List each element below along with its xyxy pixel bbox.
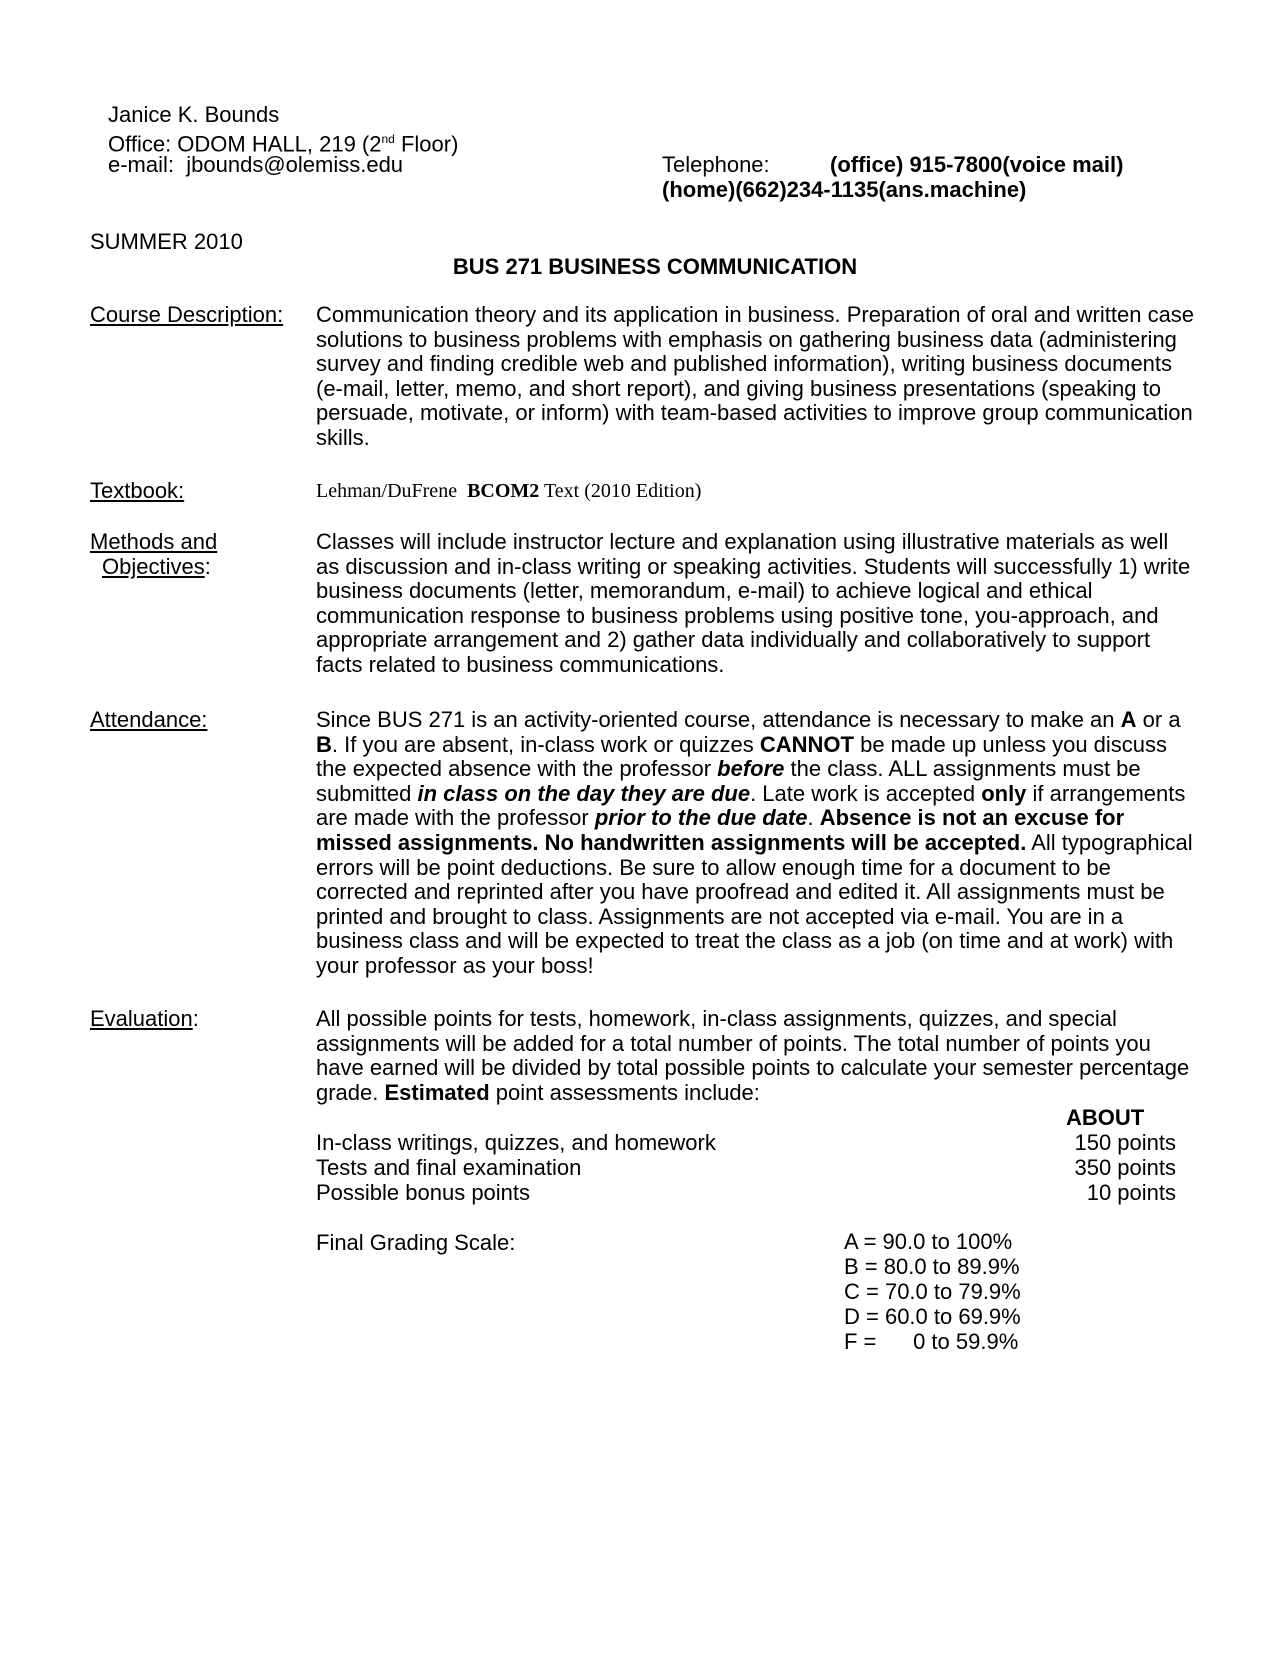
course-description-label: Course Description:	[90, 302, 284, 327]
instructor-name: Janice K. Bounds	[108, 102, 280, 127]
points-row: Tests and final examination 350 points	[316, 1155, 1176, 1180]
textbook-title: BCOM2	[467, 480, 540, 502]
email-address: jbounds@olemiss.edu	[186, 152, 404, 177]
attendance-text: Since BUS 271 is an activity-oriented course, attendance is necessary to make an A or a B. If you are absent, in-class work or quizzes CANNOT be made up unless you discuss the expected absence with the professor before the class. ALL assignments must be submitted in class on the day they are due. Late work is accepted only if arrangements are made with the professor prior to the due date. Absence is not an excuse for missed assignments. No handwritten assignments will be accepted. All typographical errors will be point deductions. Be sure to allow enough time for a document to be corrected and reprinted after you have proofread and edited it. All assignments must be printed and brought to class. Assignments are not accepted via e-mail. You are in a business class and will be expected to treat the class as a job (on time and at work) with your professor as your boss!	[316, 707, 1193, 978]
textbook-text: Lehman/DuFrene BCOM2 Text (2010 Edition)	[316, 480, 702, 502]
methods-label-line1: Methods and	[90, 529, 218, 554]
points-value: 350 points	[1074, 1155, 1176, 1180]
attendance-label: Attendance:	[90, 707, 208, 732]
evaluation-label: Evaluation:	[90, 1006, 199, 1031]
grade-b: B = 80.0 to 89.9%	[844, 1254, 1020, 1279]
about-header: ABOUT	[1066, 1105, 1145, 1130]
methods-text: Classes will include instructor lecture and explanation using illustrative materials as well as discussion and in-class writing or speaking activities. Students will successfully 1) write business documents (letter, memorandum, e-mail) to achieve logical and ethical communication response to business problems using positive tone, you-approach, and appropriate arrangement and 2) gather data individually and collaboratively to support facts related to business communications.	[316, 529, 1191, 677]
course-title: BUS 271 BUSINESS COMMUNICATION	[452, 254, 858, 279]
evaluation-text: All possible points for tests, homework, in-class assignments, quizzes, and special assignments will be added for a total number of points. The total number of points you have earned will be divided by total possible points to calculate your semester percentage grade. Estimated point assessments include:	[316, 1006, 1190, 1105]
office-line: Office: ODOM HALL, 219 (2nd Floor)	[108, 131, 459, 157]
points-row: Possible bonus points 10 points	[316, 1180, 1176, 1205]
grade-c: C = 70.0 to 79.9%	[844, 1279, 1021, 1304]
grade-a: A = 90.0 to 100%	[844, 1229, 1013, 1254]
points-row: In-class writings, quizzes, and homework 150 points	[316, 1130, 1176, 1155]
grade-f: F = 0 to 59.9%	[844, 1329, 1019, 1354]
grading-scale-label: Final Grading Scale:	[316, 1230, 516, 1255]
telephone-office: (office) 915-7800(voice mail)	[830, 152, 1124, 177]
email-line: e-mail: jbounds@olemiss.edu	[108, 152, 404, 177]
textbook-label: Textbook:	[90, 478, 185, 503]
term: SUMMER 2010	[90, 229, 243, 254]
methods-label-line2: Objectives:	[102, 554, 211, 579]
grade-d: D = 60.0 to 69.9%	[844, 1304, 1021, 1329]
points-value: 10 points	[1086, 1180, 1176, 1205]
telephone-home: (home)(662)234-1135(ans.machine)	[662, 177, 1027, 202]
points-value: 150 points	[1074, 1130, 1176, 1155]
telephone-label: Telephone:	[662, 152, 770, 177]
course-description-text: Communication theory and its application in business. Preparation of oral and written case solutions to business problems with emphasis on gathering business data (administering survey and finding credible web and published information), writing business documents (e-mail, letter, memo, and short report), and giving business presentations (speaking to persuade, motivate, or inform) with team-based activities to improve group communication skills.	[316, 302, 1195, 450]
